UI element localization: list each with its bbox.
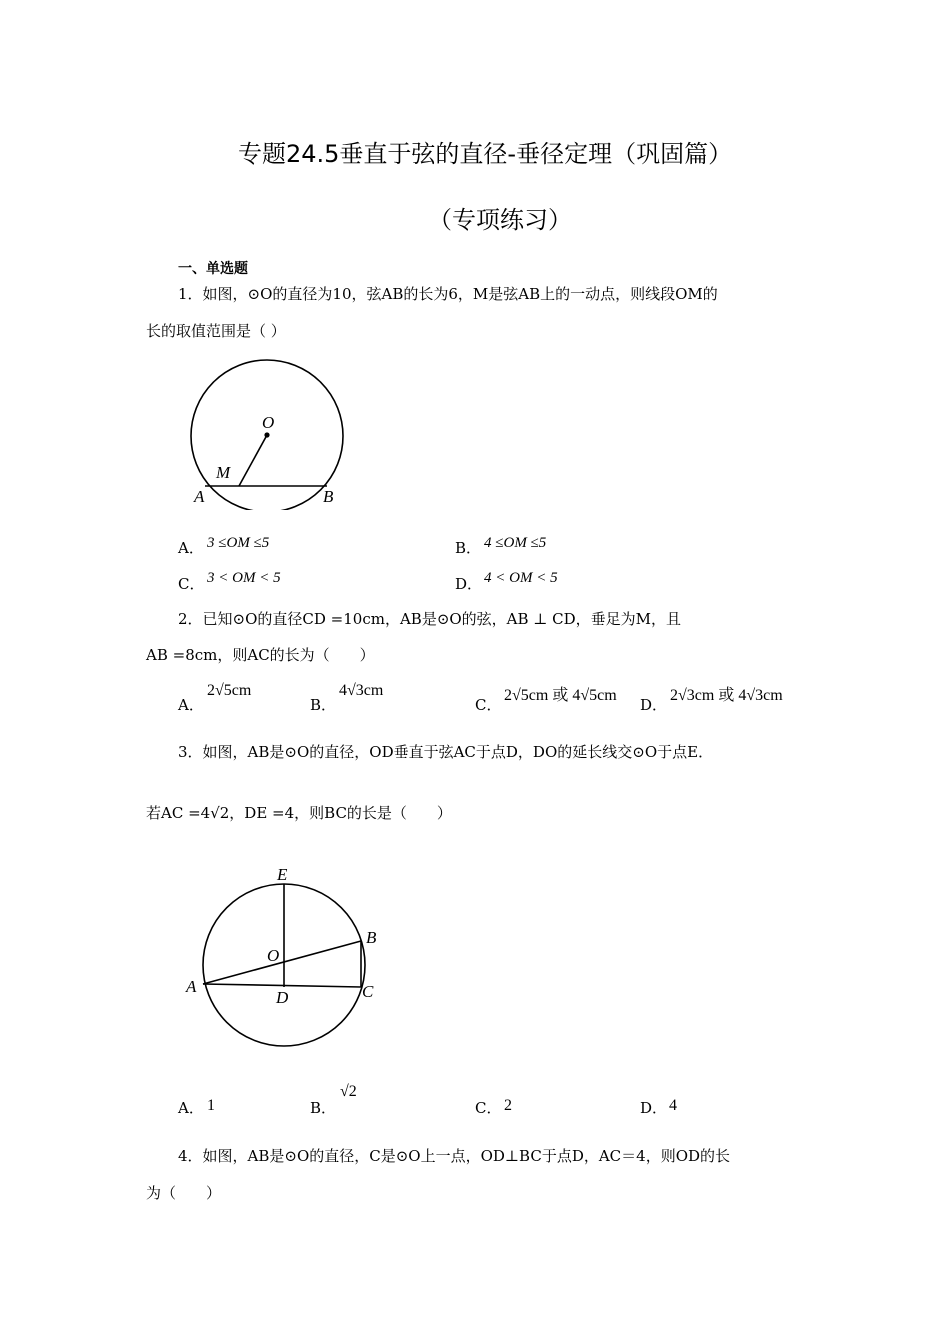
q1-label-o: O [262,413,275,432]
q3-option-c-key: C． [475,1099,502,1117]
q1-figure [186,358,356,510]
q3-label-d: D [276,988,289,1007]
q2-option-c-text: 2√5cm 或 4√5cm [504,687,617,704]
q3-option-b-text: √2 [340,1083,357,1100]
q4-stem-line2: 为（ ） [146,1184,222,1202]
q1-option-a-key: A． [178,539,204,557]
q1-stem-line1: 1．如图，⊙O的直径为10，弦AB的长为6，M是弦AB上的一动点，则线段OM的 [178,285,718,303]
q2-option-a-key: A． [178,696,204,714]
q3-diameter-ab [203,941,361,984]
q3-option-d-key: D． [640,1099,668,1117]
q1-option-d-key: D． [455,575,483,593]
q3-option-a-text: 1 [207,1097,215,1114]
q3-option-b-key: B． [310,1099,337,1117]
q2-option-c-key: C． [475,696,502,714]
q1-option-d-text: 4 < OM < 5 [484,570,558,586]
q2-stem-line2: AB =8cm，则AC的长为（ ） [146,646,375,664]
q2-stem-line1: 2．已知⊙O的直径CD =10cm，AB是⊙O的弦，AB ⊥ CD，垂足为M，且 [178,610,682,628]
q3-option-d-text: 4 [669,1097,677,1114]
q1-label-a: A [194,487,205,506]
q3-label-c: C [362,982,374,1001]
q3-label-b: B [366,928,377,947]
q1-segment-om [239,435,267,486]
q2-option-a-text: 2√5cm [207,682,252,699]
q1-stem-line2: 长的取值范围是（ ） [146,322,286,340]
q1-option-c-key: C． [178,575,205,593]
page-title: 专题24.5垂直于弦的直径-垂径定理（巩固篇） [238,140,733,168]
q1-label-b: B [323,487,334,506]
page-subtitle: （专项练习） [428,206,572,234]
q1-option-b-text: 4 ≤OM ≤5 [484,535,547,551]
q1-center-dot [264,432,269,437]
q3-option-c-text: 2 [504,1097,512,1114]
q3-chord-ac [203,984,361,987]
q3-stem-line2: 若AC =4√2，DE =4，则BC的长是（ ） [146,804,452,822]
q3-stem-line1: 3．如图，AB是⊙O的直径，OD垂直于弦AC于点D，DO的延长线交⊙O于点E． [178,743,714,761]
q2-option-d-key: D． [640,696,668,714]
q3-figure [182,860,392,1050]
q3-option-a-key: A． [178,1099,204,1117]
q3-label-a: A [186,977,197,996]
q1-option-c-text: 3 < OM < 5 [207,570,281,586]
q3-label-o: O [267,946,280,965]
section-heading: 一、单选题 [178,261,248,277]
q1-option-b-key: B． [455,539,482,557]
q3-label-e: E [277,865,288,884]
q1-label-m: M [216,463,231,482]
q2-option-b-key: B． [310,696,337,714]
q1-option-a-text: 3 ≤OM ≤5 [207,535,270,551]
q2-option-d-text: 2√3cm 或 4√3cm [670,687,783,704]
q4-stem-line1: 4．如图，AB是⊙O的直径，C是⊙O上一点，OD⊥BC于点D，AC＝4，则OD的长 [178,1147,731,1165]
q2-option-b-text: 4√3cm [339,682,384,699]
